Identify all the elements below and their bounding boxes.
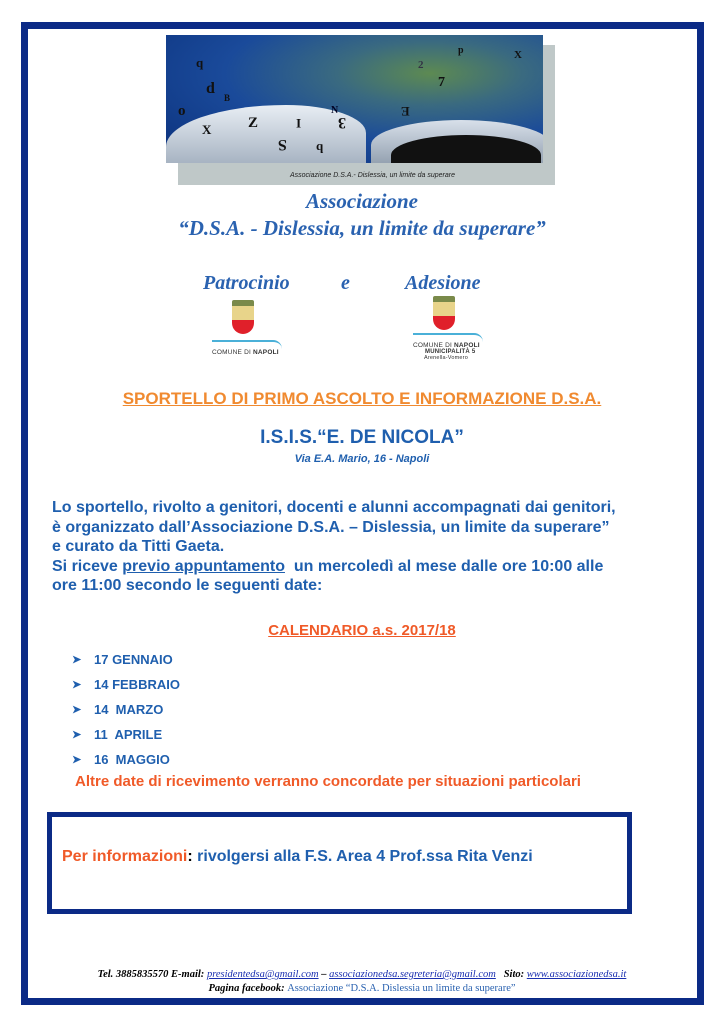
banner-glyph: X <box>202 122 212 137</box>
logo-text: COMUNE DI NAPOLI <box>413 342 480 349</box>
calendar-dates <box>72 647 180 772</box>
napoli-crest-icon <box>433 296 455 330</box>
school-address: Via E.A. Mario, 16 - Napoli <box>294 453 430 465</box>
wave-icon <box>212 340 282 349</box>
website-link[interactable]: www.associazionedsa.it <box>526 969 627 980</box>
banner-glyph: q <box>196 55 204 70</box>
banner-glyph: b <box>316 141 324 156</box>
banner-glyph: 7 <box>438 75 445 90</box>
banner-glyph: I <box>296 116 302 131</box>
municipalita-logo <box>413 296 483 361</box>
description <box>52 498 692 596</box>
banner-glyph: X <box>514 49 522 61</box>
list-item: ➤ 17 GENNAIO <box>72 652 173 667</box>
description-line: Lo sportello, rivolto a genitori, docenti e alunni accompagnati dai genitori, <box>52 499 616 516</box>
other-dates-note: Altre date di ricevimento verranno concordate per situazioni particolari <box>75 773 581 790</box>
banner-glyph: p <box>458 45 464 56</box>
comune-napoli-logo <box>212 300 282 356</box>
logo-sub2: Arenella-Vomero <box>424 355 468 361</box>
description-line: ore 11:00 secondo le seguenti date: <box>52 577 323 594</box>
logo-text: COMUNE DI NAPOLI <box>212 349 279 356</box>
email-link-president[interactable]: presidentedsa@gmail.com <box>206 969 319 980</box>
school-name: I.S.I.S.“E. DE NICOLA” <box>260 427 464 448</box>
list-item: ➤ 11 APRILE <box>72 727 163 742</box>
info-text: Per informazioni: rivolgersi alla F.S. Area 4 Prof.ssa Rita Venzi <box>62 848 533 865</box>
arrow-bullet-icon: ➤ <box>72 704 82 716</box>
footer-contacts: Tel. 3885835570 E-mail: presidentedsa@gmail.com – associazionedsa.segreteria@gmail.com Sito: www.associazionedsa.it <box>97 969 627 980</box>
arrow-bullet-icon: ➤ <box>72 654 82 666</box>
banner-glyph: N <box>331 105 339 116</box>
conjunction-e: e <box>341 272 350 294</box>
banner-glyph: B <box>224 93 231 103</box>
banner-glyph: 3 <box>338 114 346 131</box>
napoli-crest-icon <box>232 300 254 334</box>
arrow-bullet-icon: ➤ <box>72 729 82 741</box>
headline: SPORTELLO DI PRIMO ASCOLTO E INFORMAZIONE D.S.A. <box>122 389 602 408</box>
appointment-emphasis: previo appuntamento <box>122 557 285 575</box>
arrow-bullet-icon: ➤ <box>72 679 82 691</box>
list-item: ➤ 16 MAGGIO <box>72 752 170 767</box>
banner-glyph: 2 <box>418 59 424 71</box>
wave-icon <box>413 333 483 342</box>
association-subtitle: “D.S.A. - Dislessia, un limite da superare” <box>178 216 546 240</box>
logo-sub1: MUNICIPALITÀ 5 <box>425 349 476 355</box>
description-line: Si riceve previo appuntamento un mercoledì al mese dalle ore 10:00 alle <box>52 557 604 575</box>
patrocinio-label: Patrocinio <box>203 272 290 294</box>
banner-caption: Associazione D.S.A.- Dislessia, un limite da superare <box>290 172 455 179</box>
banner-glyph: o <box>178 103 186 119</box>
banner-glyph: d <box>206 80 215 97</box>
banner-glyph: E <box>401 104 410 119</box>
email-link-secretary[interactable]: associazionedsa.segreteria@gmail.com <box>329 969 496 980</box>
list-item: ➤ 14 FEBBRAIO <box>72 677 180 692</box>
banner-image <box>166 35 543 163</box>
banner-glyph: S <box>278 136 287 153</box>
calendar-title: CALENDARIO a.s. 2017/18 <box>268 622 456 639</box>
arrow-bullet-icon: ➤ <box>72 754 82 766</box>
banner-glyph: Z <box>248 115 259 131</box>
association-name: Associazione <box>305 189 418 213</box>
description-line: è organizzato dall’Associazione D.S.A. – Dislessia, un limite da superare” <box>52 518 610 536</box>
list-item: ➤ 14 MARZO <box>72 702 164 717</box>
adesione-label: Adesione <box>405 272 481 294</box>
description-line: e curato da Titti Gaeta. <box>52 538 225 555</box>
footer-facebook: Pagina facebook: Associazione “D.S.A. Dislessia un limite da superare” <box>208 983 516 994</box>
